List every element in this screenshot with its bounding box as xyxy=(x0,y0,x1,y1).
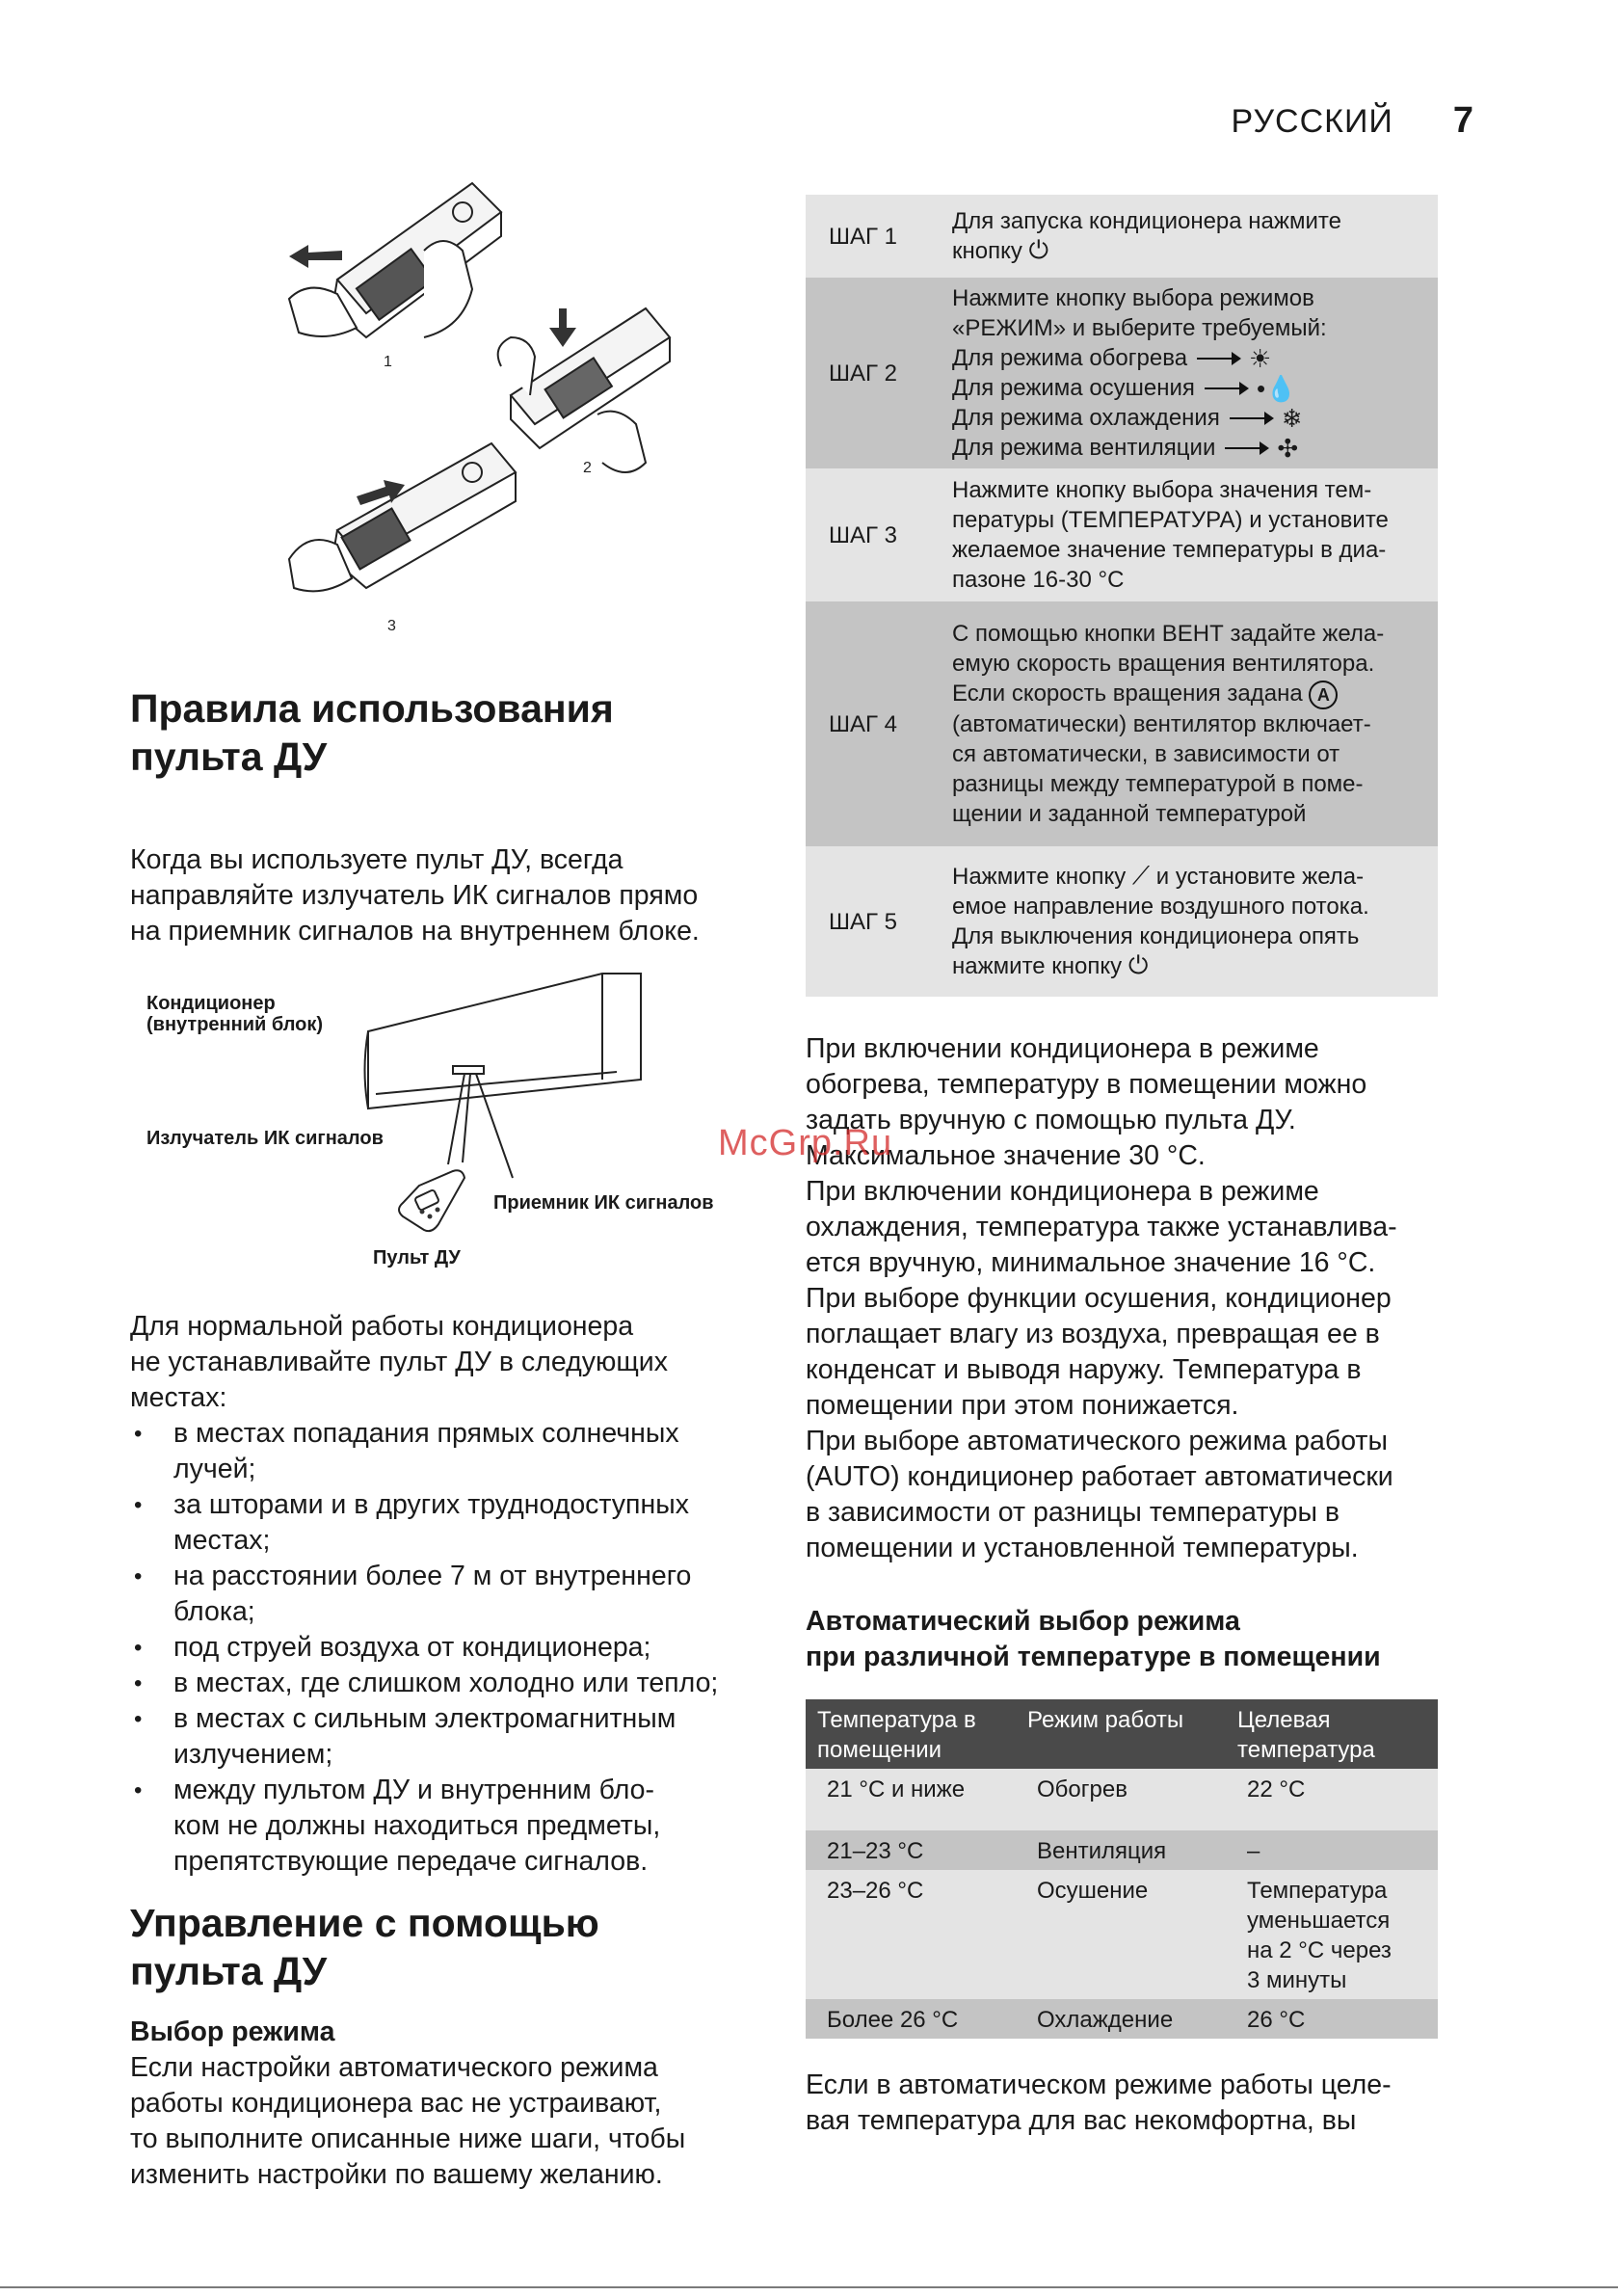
table-cell: Вентиляция xyxy=(1016,1830,1226,1870)
power-icon: ⏻ xyxy=(1028,235,1049,264)
step-row xyxy=(806,468,1438,601)
text-line: (AUTO) кондиционер работает автоматически xyxy=(806,1461,1393,1492)
text-line: При включении кондиционера в режиме xyxy=(806,1176,1319,1207)
remote-label: Пульт ДУ xyxy=(373,1247,461,1268)
label-line: (внутренний блок) xyxy=(146,1014,324,1035)
power-icon: ⏻ xyxy=(1127,950,1149,979)
arrow-figure-2 xyxy=(549,308,576,347)
watermark: McGrp.Ru xyxy=(718,1123,893,1163)
text-line: желаемое значение температуры в диа- xyxy=(952,537,1387,563)
battery-installation-figure xyxy=(270,174,752,636)
table-row xyxy=(806,1999,1438,2039)
text-line: работы кондиционера вас не устраивают, xyxy=(130,2088,662,2119)
mode-heat-row: Для режима обогрева ☀ xyxy=(952,343,1272,373)
fan-icon: ✣ xyxy=(1277,433,1299,463)
ir-receiver-label: Приемник ИК сигналов xyxy=(493,1192,714,1214)
text-line: помещении при этом понижается. xyxy=(806,1390,1239,1421)
text-line: Нажмите кнопку выбора значения тем- xyxy=(952,477,1372,503)
text-line: нажмите кнопку ⏻ xyxy=(952,950,1149,979)
table-cell: 21–23 °C xyxy=(806,1830,1016,1870)
auto-mode-title xyxy=(806,1604,1381,1675)
mode-selection-section xyxy=(130,2015,785,2193)
figure-step-3: 3 xyxy=(387,618,396,634)
section-title-line: Управление с помощью xyxy=(130,1901,599,1945)
header-room-temp: Температура в помещении xyxy=(806,1699,1016,1769)
text-line: пазоне 16-30 °C xyxy=(952,567,1125,593)
text-line: разницы между температурой в поме- xyxy=(952,771,1364,797)
step-label: ШАГ 1 xyxy=(829,223,898,250)
text-line: Если скорость вращения задана A xyxy=(952,679,1426,709)
language-label: РУССКИЙ xyxy=(1231,103,1393,140)
mode-fan-row: Для режима вентиляции ✣ xyxy=(952,433,1299,463)
text-line: в местах с сильным электромагнитным xyxy=(173,1703,676,1734)
text-line: изменить настройки по вашему желанию. xyxy=(130,2159,663,2190)
bullet-item xyxy=(130,1630,785,1666)
step-text xyxy=(952,283,1438,463)
text-line: ется вручную, минимальное значение 16 °C. xyxy=(806,1247,1376,1278)
ir-emitter-label: Излучатель ИК сигналов xyxy=(146,1128,384,1149)
header-mode: Режим работы xyxy=(1016,1699,1226,1769)
text-line: то выполните описанные ниже шаги, чтобы xyxy=(130,2123,686,2154)
step-row xyxy=(806,195,1438,278)
table-row xyxy=(806,1830,1438,1870)
section-title-line: пульта ДУ xyxy=(130,1949,328,1993)
mode-dry-row: Для режима осушения •💧 xyxy=(952,373,1297,403)
title-line: Автоматический выбор режима xyxy=(806,1606,1240,1637)
bullet-item xyxy=(130,1701,785,1773)
bullet-item xyxy=(130,1416,785,1487)
text-line: При выборе автоматического режима работы xyxy=(806,1426,1388,1456)
mode-cool-row: Для режима охлаждения ❄ xyxy=(952,403,1303,433)
text-line: Если настройки автоматического режима xyxy=(130,2052,658,2083)
bullet-item xyxy=(130,1773,785,1880)
text-line: в местах, где слишком холодно или тепло; xyxy=(173,1668,719,1698)
droplet-icon: •💧 xyxy=(1256,373,1297,403)
bullet-item xyxy=(130,1666,785,1701)
bottom-rule xyxy=(0,2286,1618,2288)
text-line: пературы (ТЕМПЕРАТУРА) и установите xyxy=(952,507,1389,533)
table-cell: 26 °C xyxy=(1226,1999,1438,2039)
table-cell: Осушение xyxy=(1016,1870,1226,1999)
text-line: ком не должны находиться предметы, xyxy=(173,1810,661,1841)
text-line: на приемник сигналов на внутреннем блоке. xyxy=(130,916,700,947)
sun-icon: ☀ xyxy=(1249,343,1272,373)
text-line: местах: xyxy=(130,1382,227,1413)
auto-fan-icon: A xyxy=(1309,681,1338,709)
remote-open-figure-2 xyxy=(498,308,670,472)
remote-open-figure-3 xyxy=(289,443,516,591)
text-line: Когда вы используете пульт ДУ, всегда xyxy=(130,844,623,875)
step-label: ШАГ 4 xyxy=(829,710,898,737)
text-line: препятствующие передаче сигналов. xyxy=(173,1846,649,1877)
step-label: ШАГ 5 xyxy=(829,908,898,935)
text-line: обогрева, температуру в помещении можно xyxy=(806,1069,1367,1100)
text-line: Если в автоматическом режиме работы целе- xyxy=(806,2069,1392,2100)
step-text xyxy=(952,862,1438,981)
table-cell: 22 °C xyxy=(1226,1769,1438,1830)
remote-rules-paragraph xyxy=(130,842,766,949)
placement-bullet-list xyxy=(130,1416,785,1880)
table-cell: 23–26 °C xyxy=(806,1870,1016,1999)
text-line: в местах попадания прямых солнечных xyxy=(173,1418,679,1449)
text-line: Максимальное значение 30 °C. xyxy=(806,1140,1206,1171)
text-line: (автоматически) вентилятор включает- xyxy=(952,711,1371,737)
arrow-figure-1 xyxy=(289,245,342,268)
arrow-icon xyxy=(1225,447,1267,449)
figure-step-2: 2 xyxy=(583,460,592,476)
snowflake-icon: ❄ xyxy=(1281,403,1303,433)
table-cell: Охлаждение xyxy=(1016,1999,1226,2039)
step-label: ШАГ 3 xyxy=(829,521,898,548)
text-line: в зависимости от разницы температуры в xyxy=(806,1497,1340,1528)
header-target-temp: Целевая температура xyxy=(1226,1699,1438,1769)
text-line: При включении кондиционера в режиме xyxy=(806,1033,1319,1064)
section-title-remote-control xyxy=(130,1899,599,1995)
swing-icon: ⟋ xyxy=(1131,861,1151,890)
section-title-line: пульта ДУ xyxy=(130,734,328,779)
ac-unit-label xyxy=(146,993,323,1035)
text-line: кнопку ⏻ xyxy=(952,235,1049,264)
text-line: емое направление воздушного потока. xyxy=(952,894,1369,920)
step-label: ШАГ 2 xyxy=(829,360,898,387)
text-line: задать вручную с помощью пульта ДУ. xyxy=(806,1105,1296,1135)
text-line: на расстоянии более 7 м от внутреннего xyxy=(173,1561,692,1591)
step-row xyxy=(806,601,1438,846)
text-line: Нажмите кнопку выбора режимов xyxy=(952,285,1314,311)
text-line: за шторами и в других труднодоступных xyxy=(173,1489,689,1520)
table-cell: Более 26 °C xyxy=(806,1999,1016,2039)
section-title-remote-rules xyxy=(130,684,614,781)
text-line: вая температура для вас некомфортна, вы xyxy=(806,2105,1357,2136)
bullet-item xyxy=(130,1559,785,1630)
text-line: лучей; xyxy=(173,1454,256,1484)
text-line: под струей воздуха от кондиционера; xyxy=(173,1632,651,1663)
table-cell: 21 °C и ниже xyxy=(806,1769,1016,1830)
text-line: между пультом ДУ и внутренним бло- xyxy=(173,1775,655,1805)
table-cell: – xyxy=(1226,1830,1438,1870)
text-line: охлаждения, температура также устанавлива- xyxy=(806,1212,1397,1242)
table-header-row xyxy=(806,1699,1438,1769)
mode-description-paragraph xyxy=(806,1031,1480,1566)
text-line: не устанавливайте пульт ДУ в следующих xyxy=(130,1347,668,1377)
text-line: При выборе функции осушения, кондиционер xyxy=(806,1283,1392,1314)
text-line: конденсат и выводя наружу. Температура в xyxy=(806,1354,1362,1385)
step-text xyxy=(952,619,1438,829)
table-cell: Температура уменьшается на 2 °C через 3 минуты xyxy=(1226,1870,1438,1999)
table-cell: Обогрев xyxy=(1016,1769,1226,1830)
section-title-line: Правила использования xyxy=(130,686,614,731)
text-line: поглащает влагу из воздуха, превращая ее в xyxy=(806,1319,1380,1349)
closing-paragraph xyxy=(806,2068,1480,2139)
arrow-icon xyxy=(1197,358,1239,360)
ac-unit-body xyxy=(368,974,641,1108)
page-header xyxy=(1232,100,1473,142)
table-row xyxy=(806,1870,1438,1999)
figure-step-1: 1 xyxy=(384,354,392,370)
text-line: Для запуска кондиционера нажмите xyxy=(952,208,1341,234)
auto-mode-table xyxy=(806,1699,1438,2039)
text-line: щении и заданной температурой xyxy=(952,801,1307,827)
ir-receiver-window xyxy=(453,1066,484,1074)
arrow-icon xyxy=(1230,417,1272,419)
text-line: емую скорость вращения вентилятора. xyxy=(952,651,1375,677)
text-line: блока; xyxy=(173,1596,255,1627)
text-line: Для выключения кондиционера опять xyxy=(952,923,1360,949)
text-line: Для нормальной работы кондиционера xyxy=(130,1311,634,1342)
text-line: направляйте излучатель ИК сигналов прямо xyxy=(130,880,699,911)
title-line: при различной температуре в помещении xyxy=(806,1642,1381,1672)
text-line: помещении и установленной температуры. xyxy=(806,1533,1359,1563)
table-row xyxy=(806,1769,1438,1830)
bullet-item xyxy=(130,1487,785,1559)
text-line: местах; xyxy=(173,1525,271,1556)
step-row xyxy=(806,846,1438,997)
label-line: Кондиционер xyxy=(146,993,276,1014)
step-text xyxy=(952,475,1438,595)
page-number: 7 xyxy=(1452,100,1473,141)
placement-section xyxy=(130,1309,785,1880)
text-line: излучением; xyxy=(173,1739,333,1770)
text-line: ся автоматически, в зависимости от xyxy=(952,741,1340,767)
steps-table xyxy=(806,195,1438,997)
mode-selection-subtitle: Выбор режима xyxy=(130,2016,335,2047)
arrow-icon xyxy=(1205,387,1247,389)
step-text xyxy=(952,206,1438,266)
text-line: Нажмите кнопку ⟋ и установите жела- xyxy=(952,861,1365,890)
text-line: С помощью кнопки ВЕНТ задайте жела- xyxy=(952,621,1385,647)
step-row xyxy=(806,278,1438,468)
text-line: «РЕЖИМ» и выберите требуемый: xyxy=(952,315,1327,341)
